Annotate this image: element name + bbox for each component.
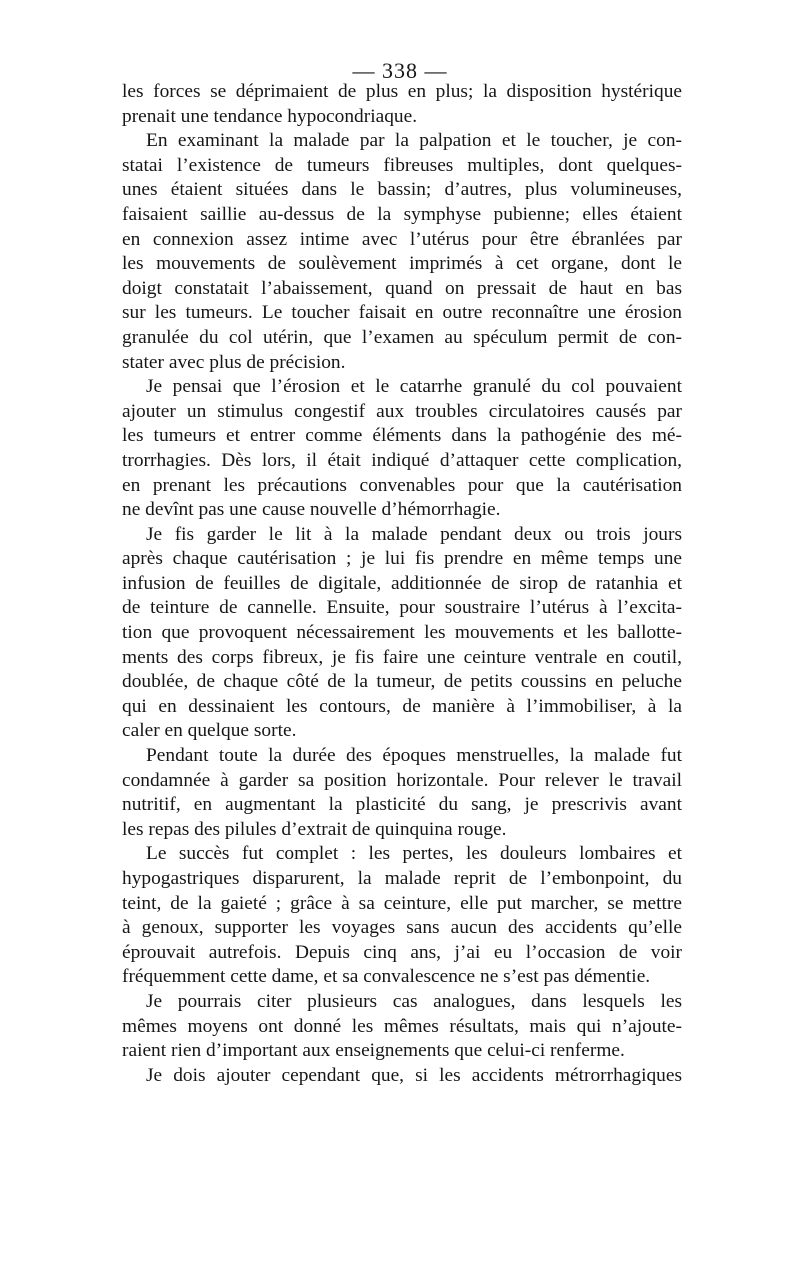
- text-line: ajouter un stimulus congestif aux troubles circulatoires causés par: [122, 400, 682, 422]
- text-line: Je dois ajouter cependant que, si les accidents métrorrhagiques: [146, 1064, 682, 1086]
- text-line: les forces se déprimaient de plus en plus; la disposition hystérique: [122, 81, 682, 102]
- text-line: nutritif, en augmentant la plasticité du sang, je prescrivis avant: [122, 794, 682, 816]
- text-line: hypogastriques disparurent, la malade reprit de l’embonpoint, du: [122, 868, 682, 889]
- text-line: unes étaient situées dans le bassin; d’autres, plus volumineuses,: [122, 179, 682, 201]
- text-line: statai l’existence de tumeurs fibreuses multiples, dont quelques-: [122, 154, 682, 176]
- text-line: Je pourrais citer plusieurs cas analogues, dans lesquels les: [146, 990, 682, 1012]
- text-line: en connexion assez intime avec l’utérus pour être ébranlées par: [122, 228, 682, 250]
- text-line: à genoux, supporter les voyages sans aucun des accidents qu’elle: [122, 917, 682, 939]
- text-line: doigt constatait l’abaissement, quand on pressait de haut en bas: [122, 277, 682, 299]
- text-line: granulée du col utérin, que l’examen au spéculum permit de con-: [122, 326, 682, 348]
- text-line: infusion de feuilles de digitale, additionnée de sirop de ratanhia et: [122, 572, 682, 594]
- text-line: Pendant toute la durée des époques menstruelles, la malade fut: [146, 745, 682, 767]
- text-line: après chaque cautérisation ; je lui fis prendre en même temps une: [122, 548, 682, 570]
- text-line: Je fis garder le lit à la malade pendant deux ou trois jours: [146, 523, 682, 545]
- text-line: qui en dessinaient les contours, de manière à l’immobiliser, à la: [122, 695, 682, 717]
- text-line: tion que provoquent nécessairement les mouvements et les ballotte-: [122, 622, 682, 644]
- text-line: en prenant les précautions convenables pour que la cautérisation: [122, 474, 682, 496]
- text-line: En examinant la malade par la palpation et le toucher, je con-: [146, 130, 682, 152]
- text-line: ne devînt pas une cause nouvelle d’hémorrhagie.: [122, 499, 501, 521]
- body-text: [122, 80, 682, 1088]
- text-line: fréquemment cette dame, et sa convalescence ne s’est pas démentie.: [122, 966, 651, 988]
- text-line: mêmes moyens ont donné les mêmes résultats, mais qui n’ajoute-: [122, 1015, 682, 1037]
- page-number: — 338 —: [352, 58, 448, 83]
- text-line: prenait une tendance hypocondriaque.: [122, 105, 418, 127]
- text-line: stater avec plus de précision.: [122, 351, 346, 373]
- text-line: doublée, de chaque côté de la tumeur, de petits coussins en peluche: [122, 671, 682, 693]
- text-line: condamnée à garder sa position horizontale. Pour relever le travail: [122, 769, 682, 791]
- text-line: de teinture de cannelle. Ensuite, pour soustraire l’utérus à l’excita-: [122, 597, 682, 619]
- text-line: les repas des pilules d’extrait de quinquina rouge.: [122, 818, 507, 840]
- text-line: sur les tumeurs. Le toucher faisait en outre reconnaître une érosion: [122, 302, 682, 324]
- text-line: teint, de la gaieté ; grâce à sa ceinture, elle put marcher, se mettre: [122, 892, 682, 914]
- text-line: Je pensai que l’érosion et le catarrhe granulé du col pouvaient: [146, 376, 682, 398]
- text-line: trorrhagies. Dès lors, il était indiqué d’attaquer cette complication,: [122, 449, 682, 471]
- text-line: raient rien d’important aux enseignements que celui-ci renferme.: [122, 1040, 625, 1062]
- text-line: les mouvements de soulèvement imprimés à cet organe, dont le: [122, 253, 682, 275]
- text-line: éprouvait autrefois. Depuis cinq ans, j’ai eu l’occasion de voir: [122, 941, 682, 963]
- text-line: Le succès fut complet : les pertes, les douleurs lombaires et: [146, 843, 682, 865]
- text-line: caler en quelque sorte.: [122, 720, 297, 742]
- text-line: faisaient saillie au-dessus de la symphyse pubienne; elles étaient: [122, 203, 682, 225]
- text-line: ments des corps fibreux, je fis faire une ceinture ventrale en coutil,: [122, 646, 682, 668]
- text-line: les tumeurs et entrer comme éléments dans la pathogénie des mé-: [122, 425, 682, 447]
